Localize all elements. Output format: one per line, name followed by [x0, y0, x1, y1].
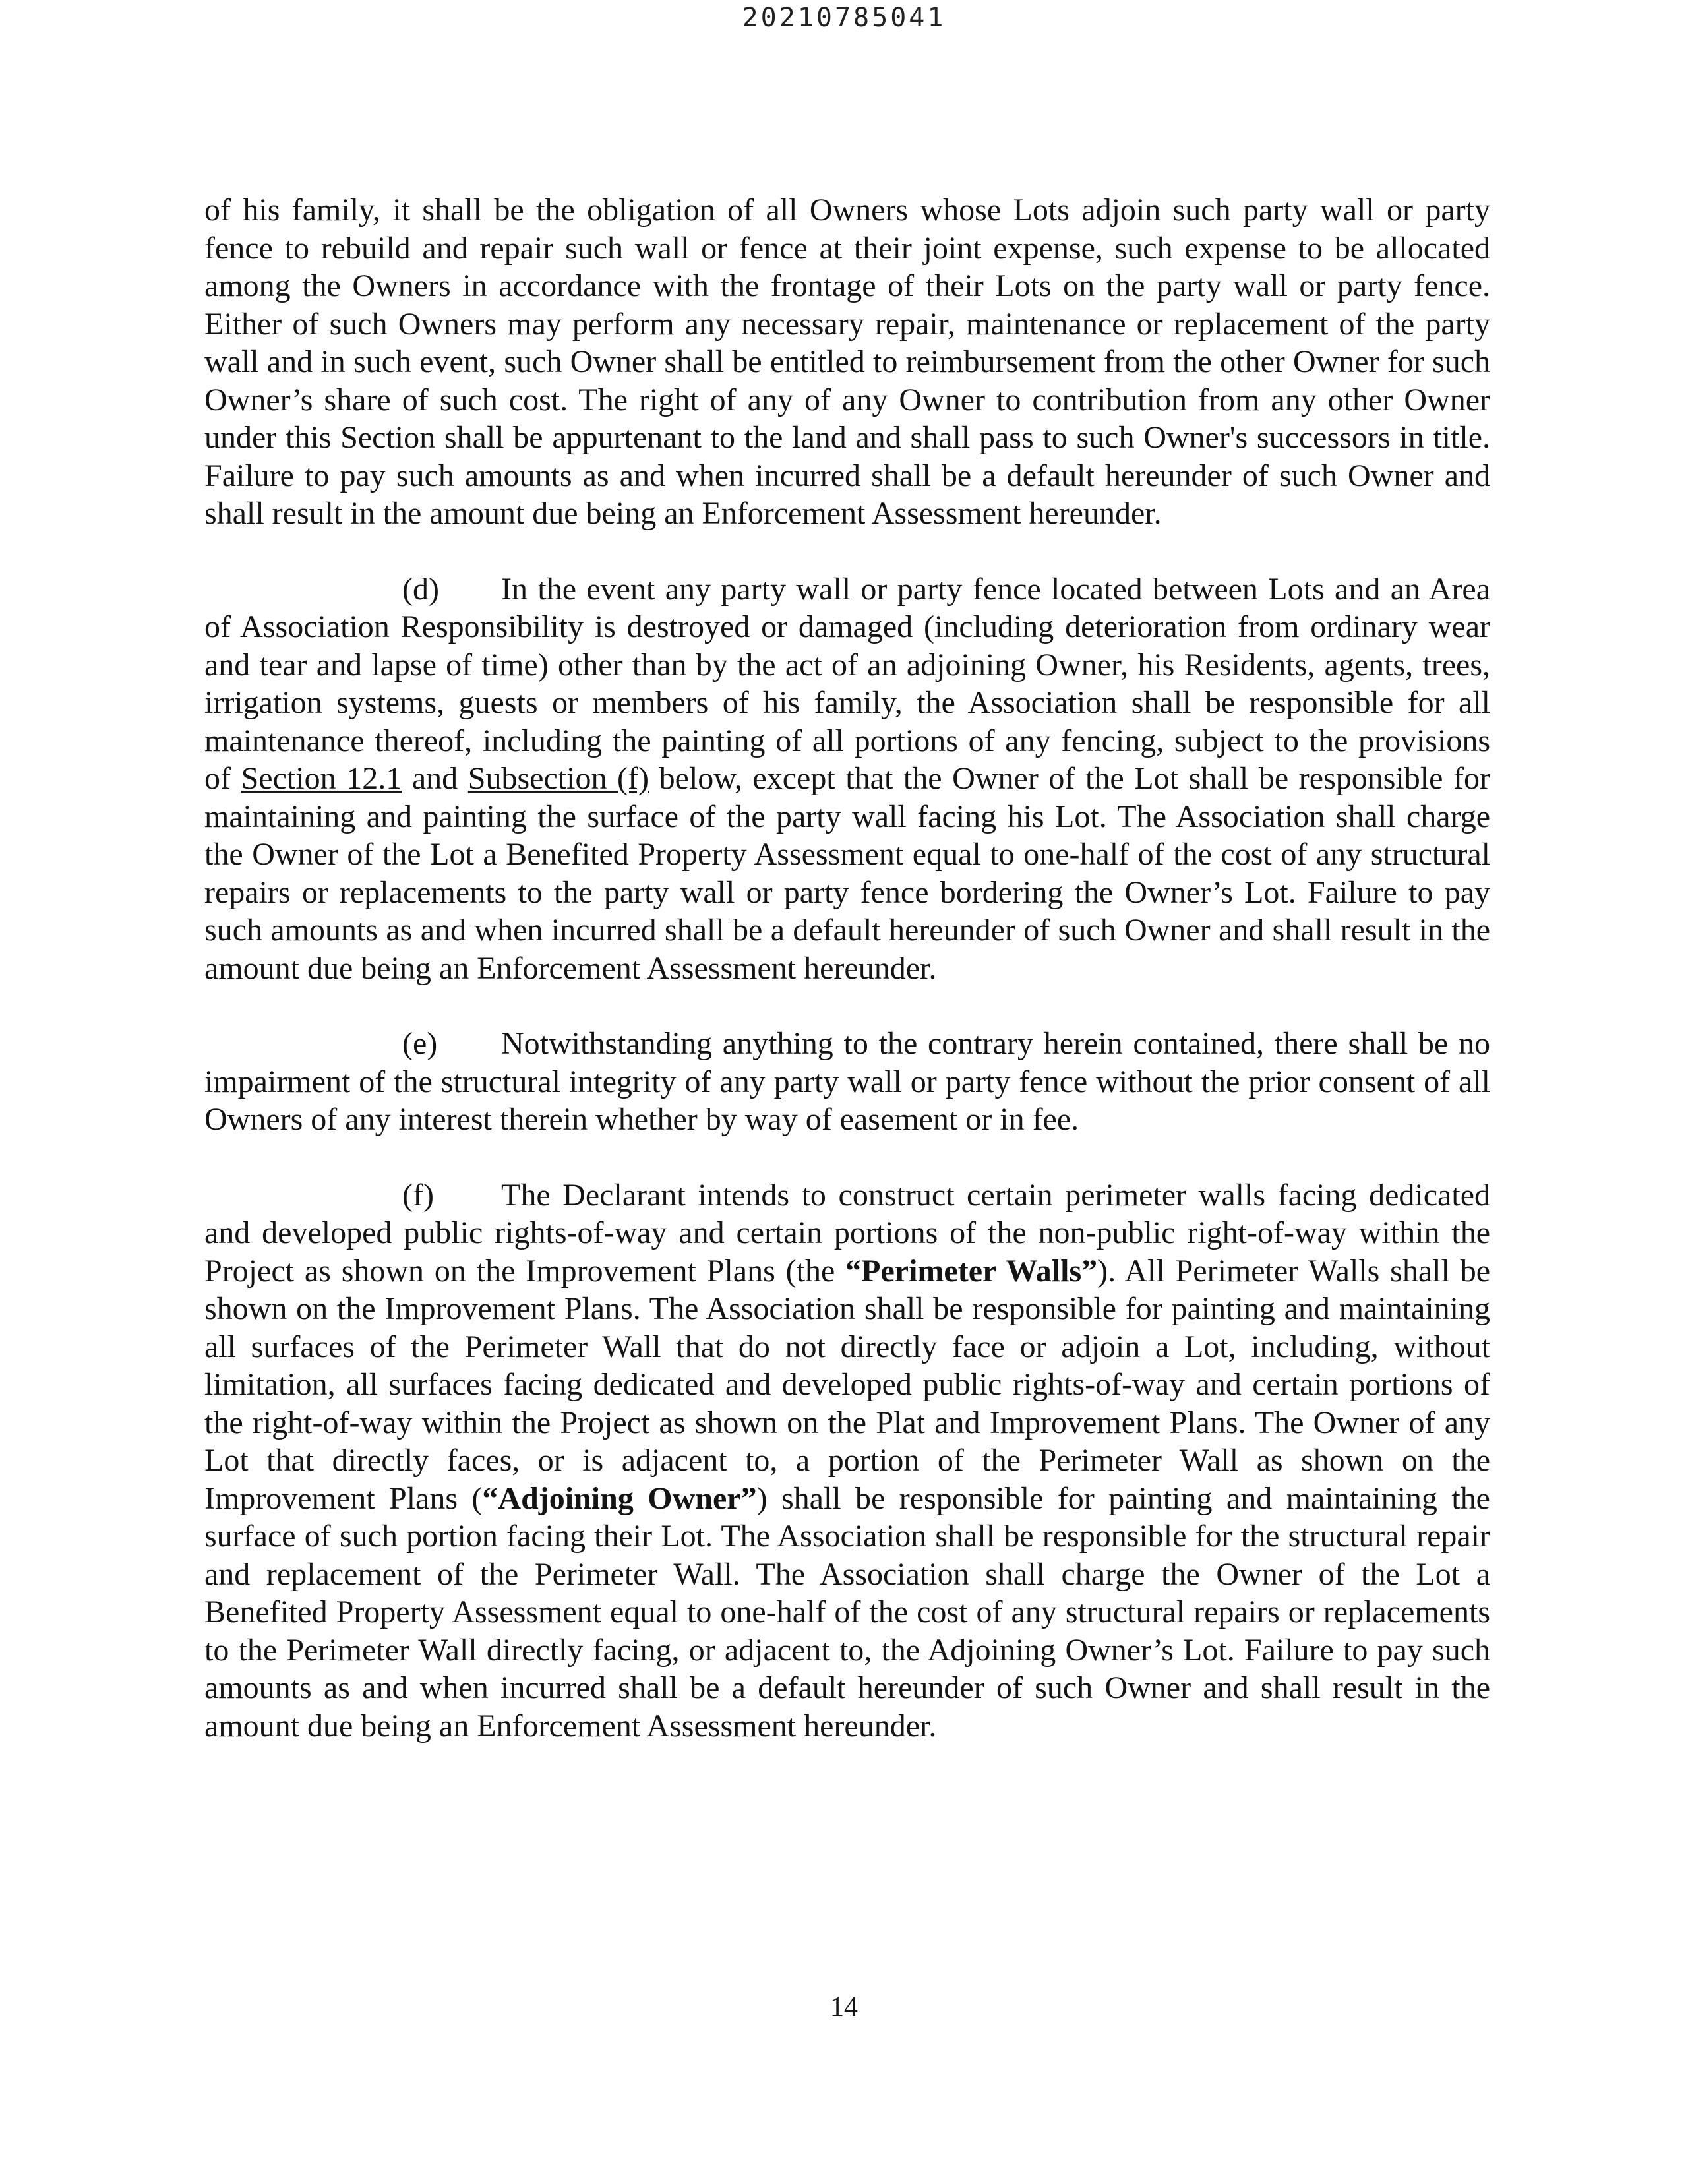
paragraph-text: Notwithstanding anything to the contrary herein contained, there shall be no impairment of the structural integrity of any party wall or party fence without the prior consent of all Owners of any interest therein whether by way of easement or in fee.	[204, 1026, 1490, 1137]
cross-reference-link[interactable]: Section 12.1	[241, 761, 402, 796]
paragraph-text: below, except that the Owner of the Lot shall be responsible for maintaining and painting the surface of the party wall facing his Lot. The Association shall charge the Owner of the Lot a Benefited Property Assessment equal to one-half of the cost of any structural repairs or replacements to the party wall or party fence bordering the Owner’s Lot. Failure to pay such amounts as and when incurred shall be a default hereunder of such Owner and shall result in the amount due being an Enforcement Assessment hereunder.	[204, 761, 1491, 986]
paragraph-text: of his family, it shall be the obligation of all Owners whose Lots adjoin such party wall or party fence to rebuild and repair such wall or fence at their joint expense, such expense to be allocated among the Owners in accordance with the frontage of their Lots on the party wall or party fence. Either of such Owners may perform any necessary repair, maintenance or replacement of the party wall and in such event, such Owner shall be entitled to reimbursement from the other Owner for such Owner’s share of such cost. The right of any of any Owner to contribution from any other Owner under this Section shall be appurtenant to the land and shall pass to such Owner's successors in title. Failure to pay such amounts as and when incurred shall be a default hereunder of such Owner and shall result in the amount due being an Enforcement Assessment hereunder.	[204, 193, 1490, 531]
subsection-label: (e)	[402, 1026, 438, 1061]
subsection-label: (d)	[402, 571, 439, 607]
paragraph-text: The Declarant intends to construct certain perimeter walls facing dedicated and developed public rights-of-way and certain portions of the non-public right-of-way within the Project as shown on the Improvement Plans (the	[204, 1177, 1490, 1289]
subsection-e	[204, 1025, 1490, 1139]
document-number: 20210785041	[742, 3, 946, 33]
paragraph-continuation	[204, 191, 1490, 533]
page-number: 14	[830, 1992, 858, 2022]
paragraph-text: ). All Perimeter Walls shall be shown on the Improvement Plans. The Association shall be responsible for painting and maintaining all surfaces of the Perimeter Wall that do not directly face or adjoin a Lot, including, without limitation, all surfaces facing dedicated and developed public rights-of-way and certain portions of the right-of-way within the Project as shown on the Plat and Improvement Plans. The Owner of any Lot that directly faces, or is adjacent to, a portion of the Perimeter Wall as shown on the Improvement Plans (	[204, 1253, 1490, 1516]
subsection-label: (f)	[402, 1177, 434, 1213]
defined-term: “Adjoining Owner”	[482, 1480, 757, 1516]
cross-reference-link[interactable]: Subsection (f)	[467, 761, 649, 796]
subsection-d	[204, 570, 1490, 988]
subsection-f	[204, 1176, 1490, 1745]
defined-term: “Perimeter Walls”	[845, 1253, 1098, 1289]
paragraph-text: In the event any party wall or party fence located between Lots and an Area of Association Responsibility is destroyed or damaged (including deterioration from ordinary wear and tear and lapse of time) other than by the act of an adjoining Owner, his Residents, agents, trees, irrigation systems, guests or members of his family, the Association shall be responsible for all maintenance thereof, including the painting of all portions of any fencing, subject to the provisions of	[204, 571, 1490, 796]
paragraph-text: ) shall be responsible for painting and maintaining the surface of such portion facing their Lot. The Association shall be responsible for the structural repair and replacement of the Perimeter Wall. The Association shall charge the Owner of the Lot a Benefited Property Assessment equal to one-half of the cost of any structural repairs or replacements to the Perimeter Wall directly facing, or adjacent to, the Adjoining Owner’s Lot. Failure to pay such amounts as and when incurred shall be a default hereunder of such Owner and shall result in the amount due being an Enforcement Assessment hereunder.	[204, 1480, 1490, 1744]
paragraph-text: and	[402, 761, 468, 796]
document-body	[204, 191, 1490, 1782]
